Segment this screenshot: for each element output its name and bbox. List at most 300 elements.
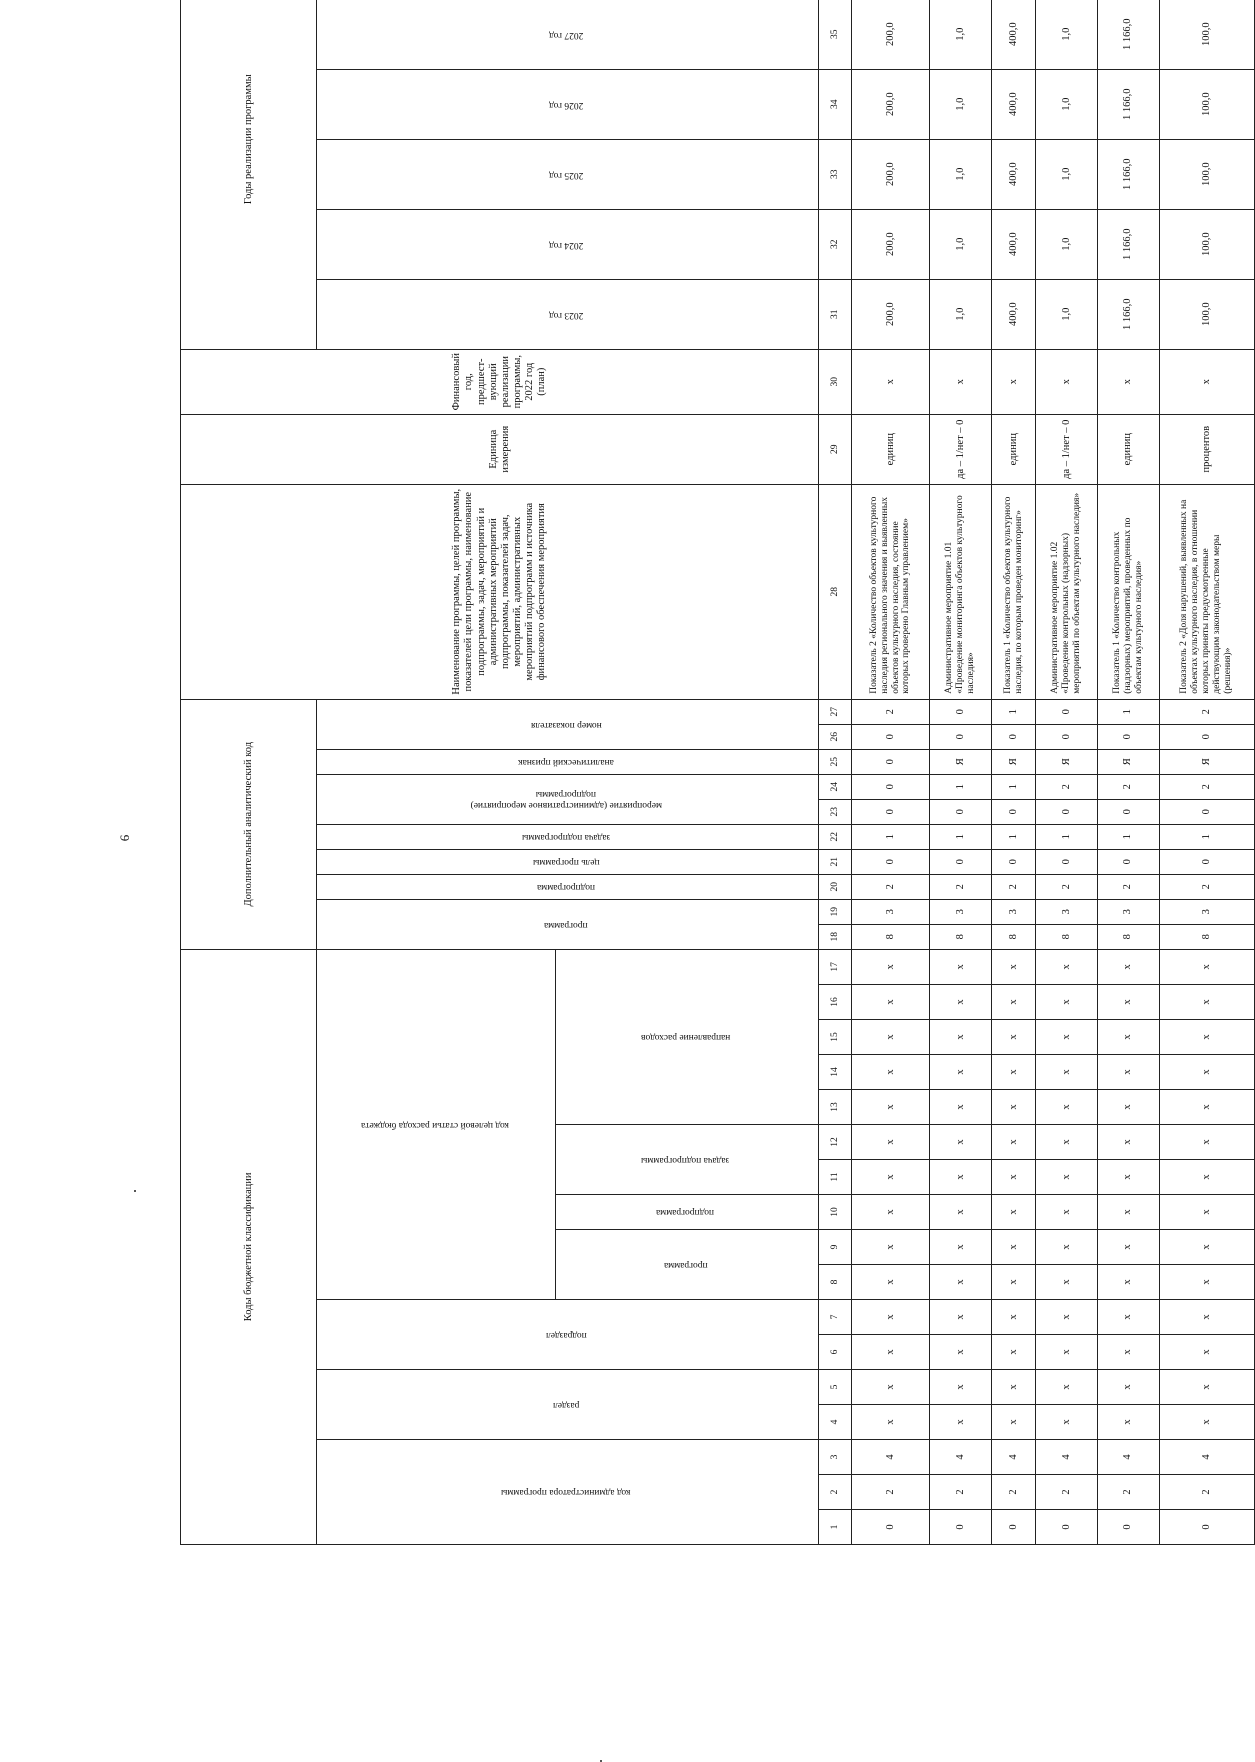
- code-cell: х: [1036, 1020, 1098, 1055]
- year-value: 1,0: [930, 279, 992, 349]
- header-a-measure-text: мероприятие (административное мероприятие) подпрограммы: [470, 789, 662, 811]
- year-value: 1,0: [1036, 139, 1098, 209]
- code-cell: 1: [930, 774, 992, 799]
- code-cell: 2: [991, 874, 1036, 899]
- code-cell: 4: [1098, 1440, 1160, 1475]
- program-indicators-table: [180, 0, 1255, 1545]
- code-cell: х: [991, 1405, 1036, 1440]
- code-cell: х: [1159, 1265, 1254, 1300]
- code-cell: 2: [1036, 774, 1098, 799]
- header-year-2026-text: 2026 год: [548, 99, 584, 110]
- code-cell: х: [1159, 985, 1254, 1020]
- code-cell: 4: [851, 1440, 929, 1475]
- code-cell: х: [851, 1335, 929, 1370]
- header-admin-code-text: код администратора программы: [501, 1487, 631, 1498]
- header-a-program: [317, 899, 819, 949]
- code-cell: 2: [1036, 874, 1098, 899]
- year-value: 200,0: [851, 209, 929, 279]
- code-cell: 0: [1036, 849, 1098, 874]
- year-value: 1 166,0: [1098, 209, 1160, 279]
- year-value: 200,0: [851, 139, 929, 209]
- code-cell: Я: [1159, 749, 1254, 774]
- year-value: 100,0: [1159, 279, 1254, 349]
- code-cell: 2: [1159, 1475, 1254, 1510]
- column-number: 11: [819, 1160, 852, 1195]
- code-cell: х: [851, 1265, 929, 1300]
- code-cell: х: [1098, 1160, 1160, 1195]
- column-number: 5: [819, 1370, 852, 1405]
- code-cell: х: [1098, 1195, 1160, 1230]
- code-cell: х: [1098, 1335, 1160, 1370]
- year-value: 1 166,0: [1098, 0, 1160, 69]
- code-cell: 0: [991, 849, 1036, 874]
- code-cell: х: [991, 949, 1036, 984]
- year-value: 1 166,0: [1098, 69, 1160, 139]
- code-cell: х: [930, 1370, 992, 1405]
- code-cell: 0: [930, 849, 992, 874]
- scan-speck: [134, 1190, 136, 1192]
- header-program-text: программа: [663, 1259, 708, 1270]
- code-cell: 1: [1159, 824, 1254, 849]
- code-cell: х: [1098, 1300, 1160, 1335]
- column-number: 12: [819, 1125, 852, 1160]
- column-number: 20: [819, 874, 852, 899]
- code-cell: 0: [851, 1510, 929, 1545]
- code-cell: х: [1098, 1370, 1160, 1405]
- column-number: 35: [819, 0, 852, 69]
- column-number: 14: [819, 1055, 852, 1090]
- prev-year-cell: х: [930, 349, 992, 414]
- code-cell: х: [991, 1195, 1036, 1230]
- column-number: 7: [819, 1300, 852, 1335]
- code-cell: х: [1036, 1265, 1098, 1300]
- code-cell: Я: [1098, 749, 1160, 774]
- unit-cell: единиц: [991, 414, 1036, 484]
- code-cell: х: [1036, 949, 1098, 984]
- code-cell: х: [1098, 985, 1160, 1020]
- code-cell: х: [1036, 1125, 1098, 1160]
- column-number: 1: [819, 1510, 852, 1545]
- column-number: 31: [819, 279, 852, 349]
- code-cell: х: [930, 1300, 992, 1335]
- header-admin-code: [317, 1440, 819, 1545]
- column-number: 34: [819, 69, 852, 139]
- code-cell: х: [930, 1055, 992, 1090]
- code-cell: 0: [1036, 699, 1098, 724]
- code-cell: 4: [930, 1440, 992, 1475]
- header-a-task-text: задача подпрограммы: [521, 832, 611, 843]
- table-row: [1036, 0, 1098, 1545]
- code-cell: х: [851, 1020, 929, 1055]
- header-a-sign-text: аналитический признак: [518, 757, 614, 768]
- code-cell: х: [930, 1405, 992, 1440]
- column-number: 32: [819, 209, 852, 279]
- code-cell: х: [1159, 1055, 1254, 1090]
- column-number: 22: [819, 824, 852, 849]
- code-cell: х: [1159, 1370, 1254, 1405]
- header-a-task: [317, 824, 819, 849]
- year-value: 1,0: [1036, 279, 1098, 349]
- header-a-sign: [317, 749, 819, 774]
- code-cell: 4: [1159, 1440, 1254, 1475]
- code-cell: х: [991, 1265, 1036, 1300]
- code-cell: 3: [1159, 899, 1254, 924]
- code-cell: 2: [851, 699, 929, 724]
- header-unit: Единица измерения: [181, 414, 819, 484]
- code-cell: х: [1098, 1055, 1160, 1090]
- code-cell: 1: [1098, 699, 1160, 724]
- unit-cell: единиц: [1098, 414, 1160, 484]
- code-cell: 0: [1159, 1510, 1254, 1545]
- column-number: 28: [819, 484, 852, 699]
- code-cell: х: [1036, 1230, 1098, 1265]
- header-year-2027-text: 2027 год: [548, 29, 584, 40]
- code-cell: х: [991, 1370, 1036, 1405]
- header-a-subprogram: [317, 874, 819, 899]
- header-subsection: [317, 1300, 819, 1370]
- code-cell: 8: [1098, 924, 1160, 949]
- code-cell: х: [930, 1125, 992, 1160]
- code-cell: х: [1159, 1300, 1254, 1335]
- code-cell: х: [1098, 1090, 1160, 1125]
- column-number: 17: [819, 949, 852, 984]
- code-cell: 0: [991, 799, 1036, 824]
- code-cell: х: [851, 1090, 929, 1125]
- year-value: 1,0: [1036, 209, 1098, 279]
- code-cell: х: [930, 1020, 992, 1055]
- code-cell: 3: [930, 899, 992, 924]
- header-a-indicator: [317, 699, 819, 749]
- header-task-text: задача подпрограммы: [641, 1154, 730, 1165]
- code-cell: х: [1159, 1335, 1254, 1370]
- code-cell: х: [1036, 985, 1098, 1020]
- year-value: 200,0: [851, 0, 929, 69]
- code-cell: х: [991, 1160, 1036, 1195]
- column-number: 21: [819, 849, 852, 874]
- column-number: 23: [819, 799, 852, 824]
- code-cell: х: [1159, 1160, 1254, 1195]
- header-year-2027: [317, 0, 819, 69]
- year-value: 1 166,0: [1098, 139, 1160, 209]
- column-number: 6: [819, 1335, 852, 1370]
- code-cell: 0: [1159, 724, 1254, 749]
- code-cell: 0: [1159, 849, 1254, 874]
- code-cell: 0: [930, 699, 992, 724]
- code-cell: х: [1159, 949, 1254, 984]
- code-cell: х: [851, 1195, 929, 1230]
- prev-year-cell: х: [991, 349, 1036, 414]
- column-number: 24: [819, 774, 852, 799]
- code-cell: х: [1098, 1125, 1160, 1160]
- code-cell: х: [1098, 949, 1160, 984]
- code-cell: 0: [1098, 724, 1160, 749]
- code-cell: 2: [851, 1475, 929, 1510]
- header-prev-year: Финансовый год, предшест-вующий реализации программы, 2022 год (план): [181, 349, 819, 414]
- code-cell: х: [1098, 1230, 1160, 1265]
- table-row: [1159, 0, 1254, 1545]
- code-cell: х: [1036, 1055, 1098, 1090]
- year-value: 100,0: [1159, 69, 1254, 139]
- header-direction-text: направление расходов: [640, 1032, 731, 1043]
- column-number: 15: [819, 1020, 852, 1055]
- year-value: 400,0: [991, 139, 1036, 209]
- code-cell: х: [1159, 1195, 1254, 1230]
- header-subsection-text: подраздел: [545, 1329, 587, 1340]
- unit-cell: да – 1/нет – 0: [1036, 414, 1098, 484]
- indicator-name: Показатель 2 «Доля нарушений, выявленных на объектах культурного наследия, в отношении которых приняты предусмотренные действующим законодательством меры (решения)»: [1159, 484, 1254, 699]
- header-year-2024-text: 2024 год: [548, 239, 584, 250]
- unit-cell: да – 1/нет – 0: [930, 414, 992, 484]
- prev-year-cell: х: [1159, 349, 1254, 414]
- column-number: 27: [819, 699, 852, 724]
- code-cell: х: [1159, 1405, 1254, 1440]
- header-year-2026: [317, 69, 819, 139]
- page-number: 6: [117, 834, 132, 842]
- code-cell: х: [930, 1335, 992, 1370]
- column-number: 19: [819, 899, 852, 924]
- code-cell: х: [1159, 1125, 1254, 1160]
- year-value: 1,0: [930, 0, 992, 69]
- column-number: 13: [819, 1090, 852, 1125]
- column-number: 26: [819, 724, 852, 749]
- code-cell: 8: [1036, 924, 1098, 949]
- header-task: [556, 1125, 819, 1195]
- code-cell: х: [930, 1230, 992, 1265]
- code-cell: х: [851, 1370, 929, 1405]
- header-section: [317, 1370, 819, 1440]
- column-number: 33: [819, 139, 852, 209]
- column-numbers-row: [819, 0, 852, 1545]
- code-cell: 8: [851, 924, 929, 949]
- code-cell: Я: [991, 749, 1036, 774]
- year-value: 1,0: [1036, 69, 1098, 139]
- year-value: 400,0: [991, 0, 1036, 69]
- code-cell: 0: [1159, 799, 1254, 824]
- code-cell: 0: [851, 849, 929, 874]
- header-budget-codes: Коды бюджетной классификации: [181, 949, 317, 1544]
- code-cell: 1: [1036, 824, 1098, 849]
- code-cell: 1: [991, 699, 1036, 724]
- code-cell: х: [851, 985, 929, 1020]
- code-cell: 8: [930, 924, 992, 949]
- header-subprogram: [556, 1195, 819, 1230]
- code-cell: х: [930, 1090, 992, 1125]
- code-cell: 2: [930, 874, 992, 899]
- code-cell: 1: [851, 824, 929, 849]
- code-cell: 1: [930, 824, 992, 849]
- code-cell: х: [1098, 1020, 1160, 1055]
- code-cell: х: [1036, 1195, 1098, 1230]
- column-number: 25: [819, 749, 852, 774]
- column-number: 2: [819, 1475, 852, 1510]
- header-year-2024: [317, 209, 819, 279]
- indicator-name: Административное мероприятие 1.01 «Проведение мониторинга объектов культурного наследия»: [930, 484, 992, 699]
- year-value: 1,0: [930, 139, 992, 209]
- year-value: 100,0: [1159, 209, 1254, 279]
- year-value: 1,0: [1036, 0, 1098, 69]
- code-cell: 0: [1036, 724, 1098, 749]
- code-cell: х: [991, 1125, 1036, 1160]
- year-value: 400,0: [991, 209, 1036, 279]
- code-cell: 0: [991, 724, 1036, 749]
- table-row: [851, 0, 929, 1545]
- code-cell: х: [851, 1055, 929, 1090]
- table-row: [930, 0, 992, 1545]
- code-cell: 3: [991, 899, 1036, 924]
- code-cell: х: [1159, 1230, 1254, 1265]
- header-year-2025: [317, 139, 819, 209]
- code-cell: 8: [991, 924, 1036, 949]
- code-cell: х: [1036, 1090, 1098, 1125]
- header-year-2023: [317, 279, 819, 349]
- year-value: 1,0: [930, 69, 992, 139]
- code-cell: 2: [1098, 774, 1160, 799]
- header-program: [556, 1230, 819, 1300]
- code-cell: х: [1098, 1405, 1160, 1440]
- header-name: Наименование программы, целей программы, показателей цели программы, наименование подпрограммы, задач, мероприятий и административных мероприятий подпрограммы, показателей задач, мероприятий, административных мероприятий подпрограмм и источника финансового обеспечения мероприятия: [181, 484, 819, 699]
- header-a-goal-text: цель программы: [532, 857, 600, 868]
- code-cell: 1: [991, 774, 1036, 799]
- column-number: 29: [819, 414, 852, 484]
- code-cell: 0: [1098, 1510, 1160, 1545]
- code-cell: 2: [1159, 699, 1254, 724]
- code-cell: х: [851, 1405, 929, 1440]
- column-number: 16: [819, 985, 852, 1020]
- code-cell: х: [851, 1160, 929, 1195]
- code-cell: 2: [991, 1475, 1036, 1510]
- code-cell: 2: [1159, 774, 1254, 799]
- header-direction: [556, 949, 819, 1124]
- header-year-2023-text: 2023 год: [548, 309, 584, 320]
- code-cell: Я: [930, 749, 992, 774]
- code-cell: х: [930, 1195, 992, 1230]
- code-cell: х: [991, 1020, 1036, 1055]
- code-cell: 3: [1098, 899, 1160, 924]
- header-subprogram-text: подпрограмма: [656, 1207, 715, 1218]
- unit-cell: процентов: [1159, 414, 1254, 484]
- code-cell: х: [851, 1300, 929, 1335]
- indicator-name: Показатель 2 «Количество объектов культурного наследия регионального значения и выявленных объектов культурного наследия, состояние которых проверено Главным управлением»: [851, 484, 929, 699]
- code-cell: 0: [991, 1510, 1036, 1545]
- code-cell: х: [1036, 1335, 1098, 1370]
- code-cell: 0: [851, 724, 929, 749]
- code-cell: х: [851, 949, 929, 984]
- column-number: 10: [819, 1195, 852, 1230]
- column-number: 30: [819, 349, 852, 414]
- header-a-program-text: программа: [544, 919, 588, 930]
- code-cell: 2: [1098, 874, 1160, 899]
- code-cell: х: [1098, 1265, 1160, 1300]
- year-value: 1,0: [930, 209, 992, 279]
- year-value: 400,0: [991, 69, 1036, 139]
- code-cell: х: [1036, 1160, 1098, 1195]
- code-cell: х: [851, 1230, 929, 1265]
- year-value: 100,0: [1159, 139, 1254, 209]
- year-value: 100,0: [1159, 0, 1254, 69]
- code-cell: х: [1159, 1020, 1254, 1055]
- year-value: 1 166,0: [1098, 279, 1160, 349]
- code-cell: х: [851, 1125, 929, 1160]
- header-a-measure: [317, 774, 819, 824]
- column-number: 8: [819, 1265, 852, 1300]
- code-cell: 4: [1036, 1440, 1098, 1475]
- code-cell: х: [930, 949, 992, 984]
- unit-cell: единиц: [851, 414, 929, 484]
- header-a-indicator-text: номер показателя: [530, 719, 602, 730]
- code-cell: х: [991, 1090, 1036, 1125]
- code-cell: 3: [851, 899, 929, 924]
- code-cell: х: [1036, 1300, 1098, 1335]
- indicator-name: Административное мероприятие 1.02 «Проведение контрольных (надзорных) мероприятий по объектам культурного наследия»: [1036, 484, 1098, 699]
- code-cell: х: [991, 1055, 1036, 1090]
- column-number: 18: [819, 924, 852, 949]
- code-cell: 2: [851, 874, 929, 899]
- year-value: 200,0: [851, 69, 929, 139]
- code-cell: Я: [1036, 749, 1098, 774]
- code-cell: 0: [1098, 799, 1160, 824]
- code-cell: 8: [1159, 924, 1254, 949]
- header-a-goal: [317, 849, 819, 874]
- header-section-text: раздел: [552, 1399, 580, 1410]
- code-cell: 2: [1036, 1475, 1098, 1510]
- header-target-article: [317, 949, 556, 1299]
- rotated-table-container: [180, 18, 1255, 1545]
- table-row: [991, 0, 1036, 1545]
- header-target-article-text: код целевой статьи расхода бюджета: [360, 1119, 509, 1130]
- code-cell: 0: [851, 749, 929, 774]
- code-cell: 0: [851, 774, 929, 799]
- header-year-2025-text: 2025 год: [548, 169, 584, 180]
- column-number: 4: [819, 1405, 852, 1440]
- code-cell: х: [991, 1300, 1036, 1335]
- code-cell: 3: [1036, 899, 1098, 924]
- code-cell: х: [930, 985, 992, 1020]
- prev-year-cell: х: [851, 349, 929, 414]
- year-value: 200,0: [851, 279, 929, 349]
- column-number: 9: [819, 1230, 852, 1265]
- column-number: 3: [819, 1440, 852, 1475]
- code-cell: 1: [1098, 824, 1160, 849]
- code-cell: 0: [851, 799, 929, 824]
- code-cell: х: [930, 1265, 992, 1300]
- code-cell: х: [1159, 1090, 1254, 1125]
- code-cell: 0: [1098, 849, 1160, 874]
- code-cell: х: [930, 1160, 992, 1195]
- table-body: [851, 0, 1254, 1545]
- table-row: [1098, 0, 1160, 1545]
- code-cell: х: [991, 1230, 1036, 1265]
- year-value: 400,0: [991, 279, 1036, 349]
- code-cell: 2: [1159, 874, 1254, 899]
- prev-year-cell: х: [1098, 349, 1160, 414]
- code-cell: х: [1036, 1405, 1098, 1440]
- code-cell: х: [991, 1335, 1036, 1370]
- code-cell: 4: [991, 1440, 1036, 1475]
- code-cell: 2: [1098, 1475, 1160, 1510]
- header-program-years: Годы реализации программы: [181, 0, 317, 349]
- prev-year-cell: х: [1036, 349, 1098, 414]
- code-cell: 0: [930, 799, 992, 824]
- indicator-name: Показатель 1 «Количество объектов культурного наследия, по которым проведен мониторинг»: [991, 484, 1036, 699]
- header-analytic-code: Дополнительный аналитический код: [181, 699, 317, 949]
- code-cell: 0: [1036, 1510, 1098, 1545]
- code-cell: 2: [930, 1475, 992, 1510]
- indicator-name: Показатель 1 «Количество контрольных (надзорных) мероприятий, проведенных по объектам культурного наследия»: [1098, 484, 1160, 699]
- code-cell: 1: [991, 824, 1036, 849]
- code-cell: х: [991, 985, 1036, 1020]
- code-cell: 0: [930, 724, 992, 749]
- code-cell: 0: [1036, 799, 1098, 824]
